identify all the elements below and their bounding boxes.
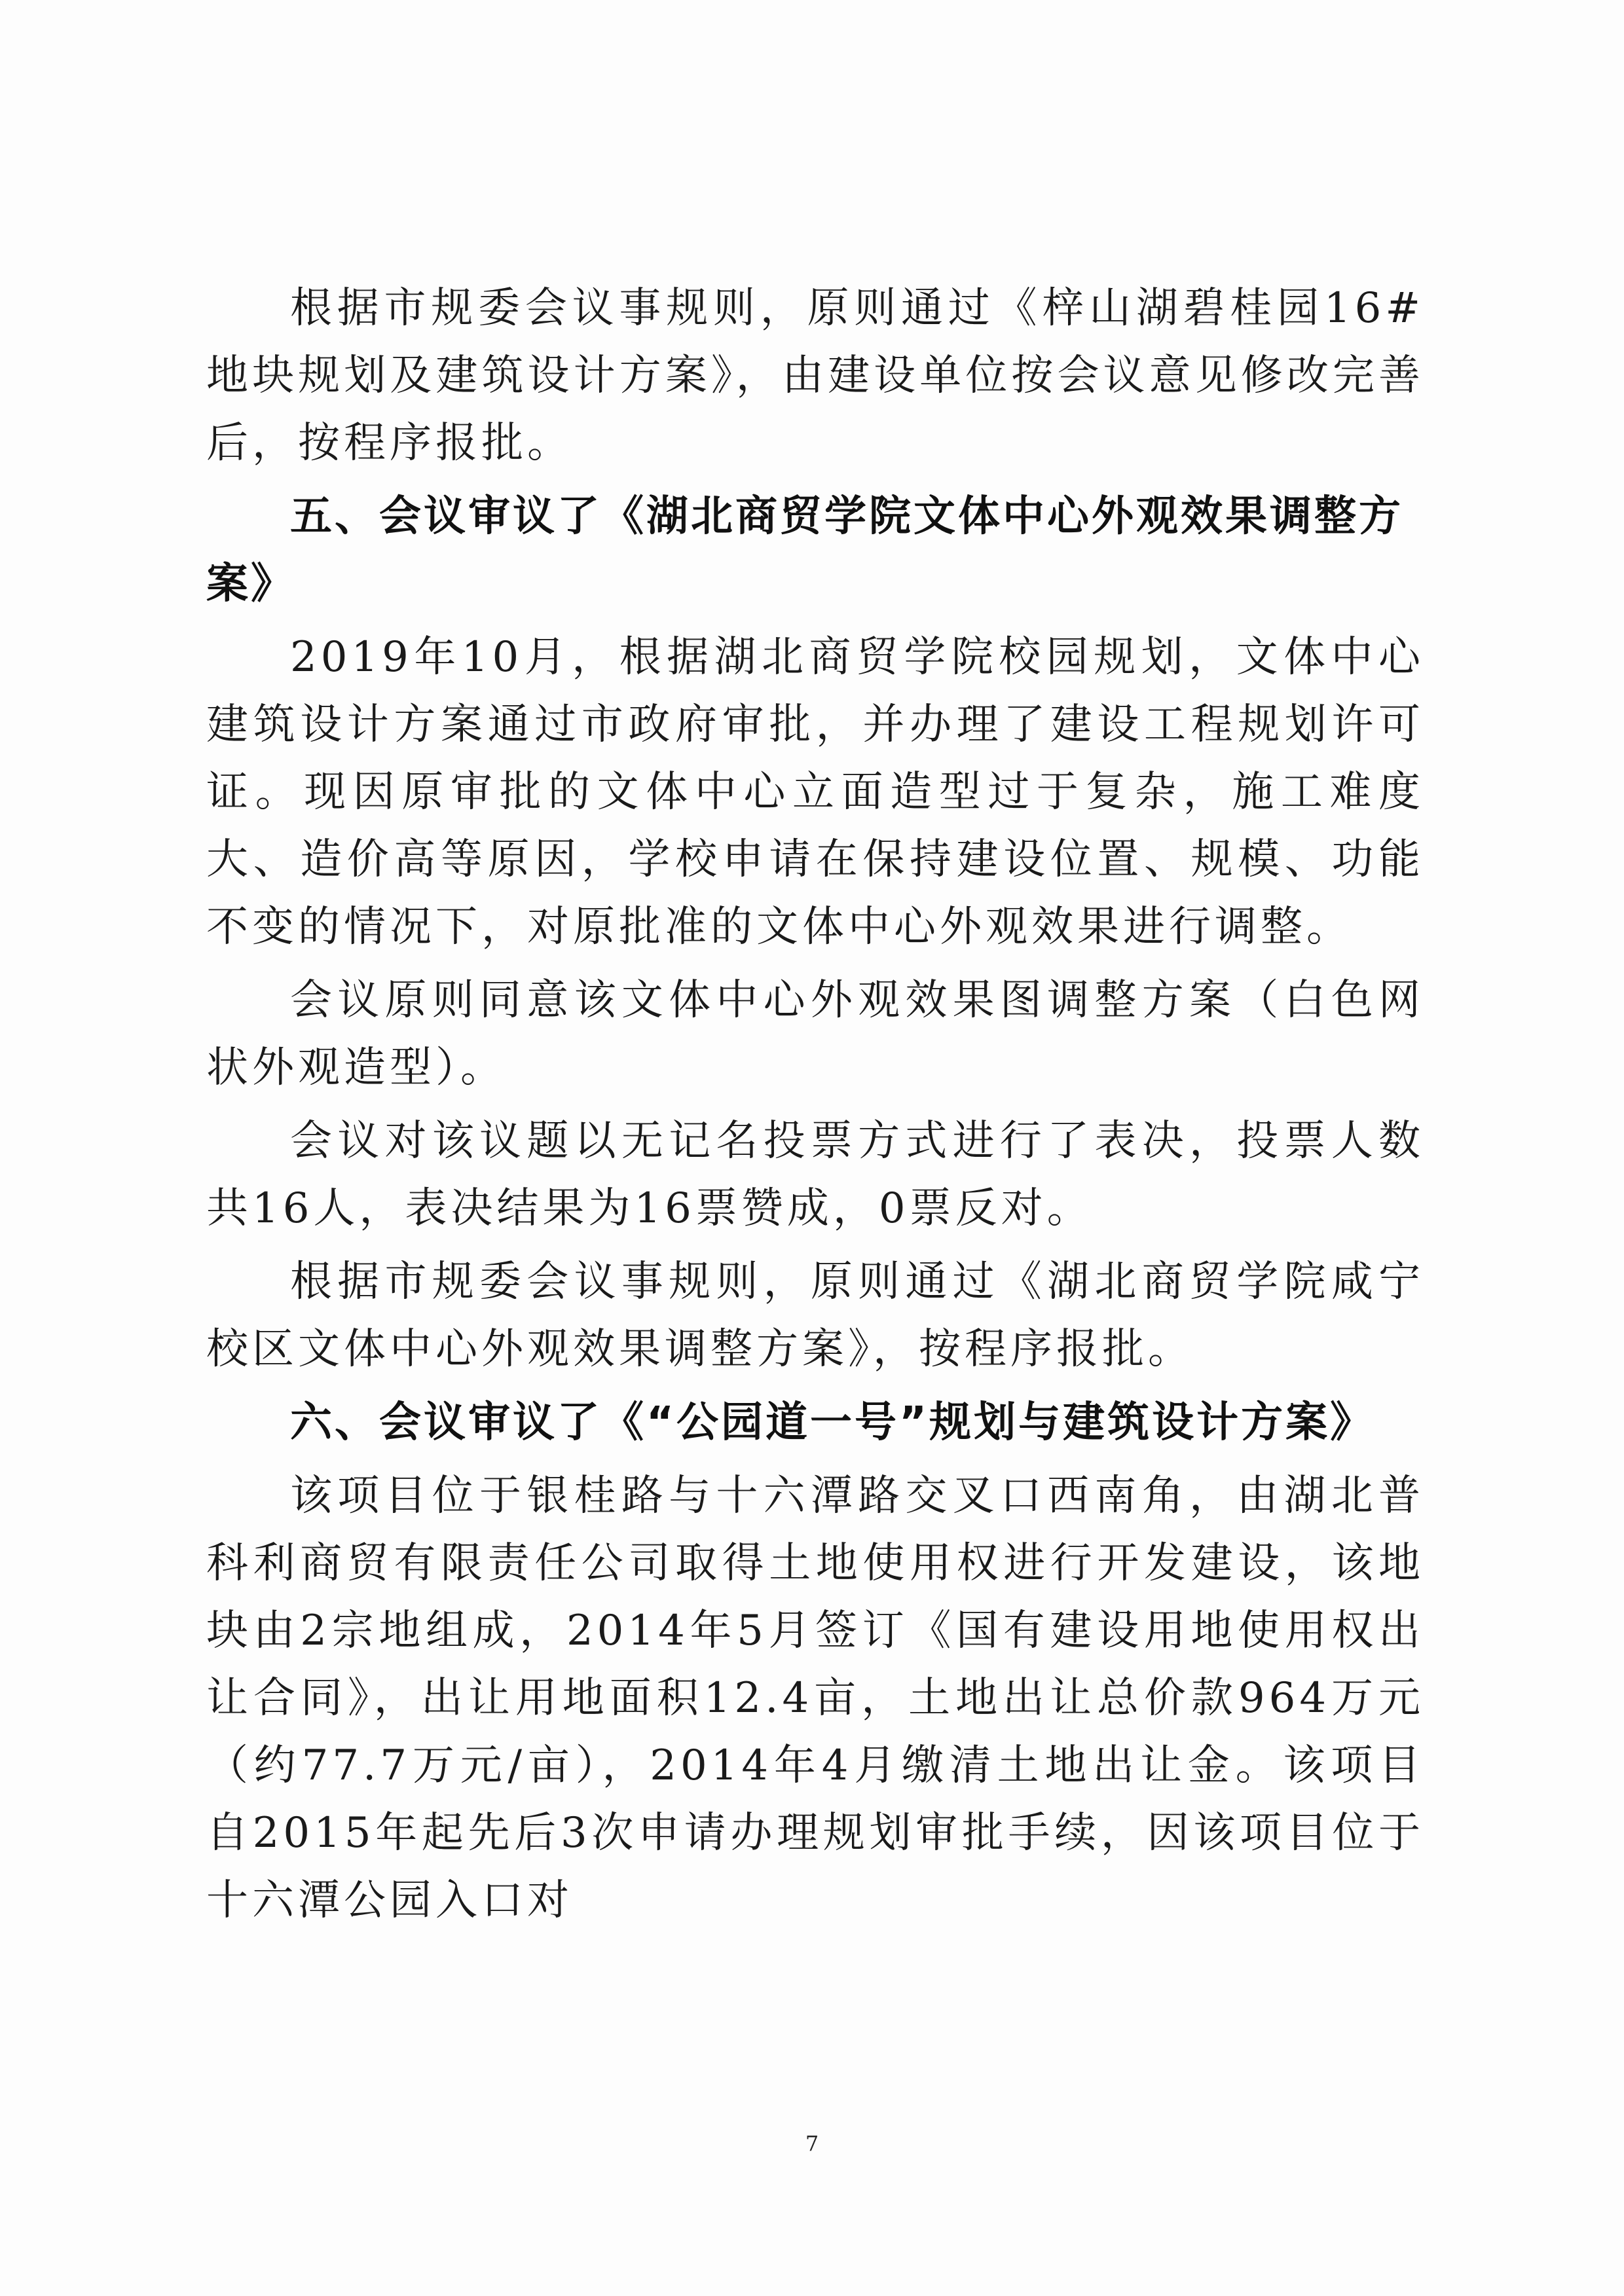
paragraph-approval-culture-center: 根据市规委会议事规则，原则通过《湖北商贸学院咸宁校区文体中心外观效果调整方案》，按程序报批。 xyxy=(206,1258,1424,1374)
paragraph-background-2019: 2019年10月，根据湖北商贸学院校园规划，文体中心建筑设计方案通过市政府审批，并办理了建设工程规划许可证。现因原审批的文体中心立面造型过于复杂，施工难度大、造价高等原因，学校申请在保持建设位置、规模、功能不变的情况下，对原批准的文体中心外观效果进行调整。 xyxy=(206,633,1424,951)
page-number: 7 xyxy=(805,2131,819,2156)
heading-section-5: 五、会议审议了《湖北商贸学院文体中心外观效果调整方案》 xyxy=(206,492,1403,608)
paragraph-approval-16-plot: 根据市规委会议事规则，原则通过《梓山湖碧桂园16#地块规划及建筑设计方案》，由建设单位按会议意见修改完善后，按程序报批。 xyxy=(206,284,1424,467)
paragraph-park-road-project: 该项目位于银桂路与十六潭路交叉口西南角，由湖北普科利商贸有限责任公司取得土地使用权进行开发建设，该地块由2宗地组成，2014年5月签订《国有建设用地使用权出让合同》，出让用地面积12.4亩，土地出让总价款964万元（约77.7万元/亩），2014年4月缴清土地出让金。该项目自2015年起先后3次申请办理规划审批手续，因该项目位于十六潭公园入口对 xyxy=(206,1472,1424,1925)
paragraph-agree-adjustment: 会议原则同意该文体中心外观效果图调整方案（白色网状外观造型）。 xyxy=(206,976,1424,1092)
document-body xyxy=(206,275,1424,1941)
paragraph-vote-result: 会议对该议题以无记名投票方式进行了表决，投票人数共16人，表决结果为16票赞成，0票反对。 xyxy=(206,1117,1424,1233)
heading-section-6: 六、会议审议了《“公园道一号”规划与建筑设计方案》 xyxy=(290,1398,1375,1447)
